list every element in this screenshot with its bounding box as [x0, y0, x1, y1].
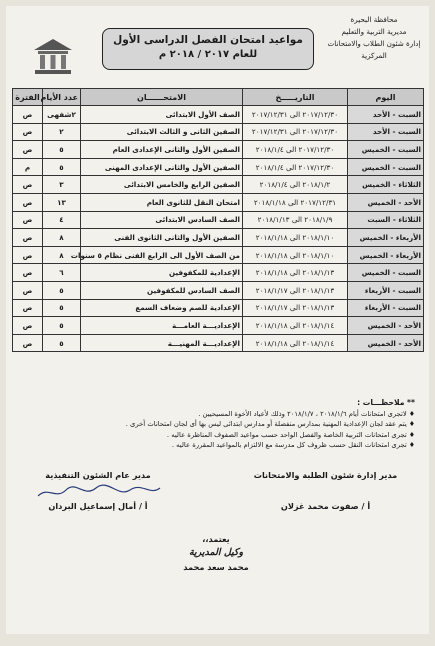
cell-period: ص — [13, 264, 43, 282]
approval-name: محمد سعد محمد — [183, 562, 249, 572]
cell-date: ٢٠١٨/١/١٠ الى ٢٠١٨/١/١٨ — [243, 246, 348, 264]
cell-date: ٢٠١٨/١/٩ الى ٢٠١٨/١/١٣ — [243, 211, 348, 229]
cell-exam: الصف السادس للمكفوفين — [81, 281, 243, 299]
cell-exam: الإعداديـــة المهنيـــة — [81, 334, 243, 352]
notes-section — [16, 398, 415, 451]
notes-title: ** ملاحظـــات : — [357, 398, 415, 407]
cell-days: ١٣ — [43, 193, 81, 211]
cell-exam: الصفين الرابع والخامس الابتدائى — [81, 176, 243, 194]
cell-exam: الصفين الأول والثانى الإعدادى المهنى — [81, 158, 243, 176]
document-header — [12, 14, 423, 84]
header-period: الفترة — [13, 89, 43, 106]
cell-days: ٥ — [43, 158, 81, 176]
cell-period: ص — [13, 106, 43, 124]
page-subtitle: للعام ٢٠١٧ / ٢٠١٨ م — [158, 49, 258, 60]
cell-days: ٨ — [43, 246, 81, 264]
table-row — [13, 176, 424, 194]
cell-day: الأحد - الخميس — [348, 317, 424, 335]
cell-exam: الإعدادية للصم وضعاف السمع — [81, 299, 243, 317]
cell-exam: امتحان النقل للثانوى العام — [81, 193, 243, 211]
cell-period: م — [13, 158, 43, 176]
cell-period: ص — [13, 229, 43, 247]
cell-days: ٥ — [43, 317, 81, 335]
exam-schedule-table — [12, 88, 424, 352]
cell-day: الأربعاء - الخميس — [348, 229, 424, 247]
table-row — [13, 123, 424, 141]
cell-days: ٨ — [43, 229, 81, 247]
signature-name: أ / أمال إسماعيل البردان — [48, 501, 148, 511]
signature-title: مدير عام الشئون التنفيذية — [45, 470, 151, 480]
cell-date: ٢٠١٨/١/١٤ الى ٢٠١٨/١/١٨ — [243, 334, 348, 352]
cell-period: ص — [13, 123, 43, 141]
cell-date: ٢٠١٨/١/٢ الى ٢٠١٨/١/٤ — [243, 176, 348, 194]
authority-block — [325, 14, 423, 62]
exam-schedule-document — [6, 6, 429, 634]
cell-day: السبت - الخميس — [348, 141, 424, 159]
table-row — [13, 334, 424, 352]
cell-exam: الصفين الثانى و الثالث الابتدائى — [81, 123, 243, 141]
authority-line: إدارة شئون الطلاب والامتحانات — [327, 39, 421, 48]
table-row — [13, 317, 424, 335]
cell-date: ٢٠١٨/١/١٤ الى ٢٠١٨/١/١٨ — [243, 317, 348, 335]
note-item: ♦ يتم عقد لجان الإعدادية المهنية بمدارس منفصلة أو مدارس ابتدائى ليس بها أى لجان امتحانات أخرى . — [125, 420, 415, 428]
cell-exam: من الصف الأول الى الرابع الفنى نظام ٥ سنوات — [81, 246, 243, 264]
table-row — [13, 158, 424, 176]
note-item: ♦ تجرى امتحانات النقل حسب ظروف كل مدرسة مع الالتزام بالمواعيد المقررة عاليه . — [171, 441, 415, 449]
cell-period: ص — [13, 141, 43, 159]
table-row — [13, 141, 424, 159]
cell-period: ص — [13, 334, 43, 352]
authority-line: المركزية — [361, 51, 387, 60]
cell-day: الثلاثاء - الخميس — [348, 176, 424, 194]
cell-exam: الصفين الأول والثانى الإعدادى العام — [81, 141, 243, 159]
title-box — [102, 28, 314, 70]
cell-day: الثلاثاء - السبت — [348, 211, 424, 229]
cell-date: ٢٠١٧/١٢/٣٠ الى ٢٠١٨/١/٤ — [243, 141, 348, 159]
table-row — [13, 264, 424, 282]
cell-date: ٢٠١٨/١/١٣ الى ٢٠١٨/١/١٧ — [243, 281, 348, 299]
cell-days: ٣ — [43, 176, 81, 194]
cell-date: ٢٠١٧/١٢/٣٠ الى ٢٠١٧/١٢/٣١ — [243, 123, 348, 141]
cell-period: ص — [13, 176, 43, 194]
cell-exam: الإعدادية للمكفوفين — [81, 264, 243, 282]
table-row — [13, 229, 424, 247]
table-row — [13, 106, 424, 124]
cell-date: ٢٠١٧/١٢/٣٠ الى ٢٠١٨/١/٤ — [243, 158, 348, 176]
page-title: مواعيد امتحان الفصل الدراسى الأول — [113, 34, 303, 46]
approval-label: يعتمد،، — [202, 534, 230, 544]
cell-days: ٦ — [43, 264, 81, 282]
cell-days: ٥ — [43, 299, 81, 317]
cell-period: ص — [13, 211, 43, 229]
approval-position: وكيل المديرية — [188, 547, 244, 558]
signature-title: مدير إدارة شئون الطلبة والامتحانات — [253, 470, 398, 480]
header-days-count: عدد الأيام — [43, 89, 81, 106]
cell-days: ٥ — [43, 334, 81, 352]
note-item: ♦ لاتجرى امتحانات أيام ٢٠١٨/١/٦ ، ٢٠١٨/١/٧ وذلك لأعياد الأخوة المسيحيين . — [198, 409, 415, 418]
authority-line: محافظة البحيرة — [350, 15, 398, 24]
cell-days: ٥ — [43, 281, 81, 299]
cell-period: ص — [13, 193, 43, 211]
cell-exam: الصف السادس الابتدائى — [81, 211, 243, 229]
cell-period: ص — [13, 317, 43, 335]
table-body — [13, 106, 424, 352]
header-exam: الامتحــــــان — [81, 89, 243, 106]
table-row — [13, 211, 424, 229]
cell-days: ٥ — [43, 141, 81, 159]
cell-day: السبت - الخميس — [348, 264, 424, 282]
note-item: ♦ تجرى امتحانات التربية الخاصة والفصل الواحد حسب مواعيد الصفوف المناظرة عاليه . — [166, 430, 415, 439]
header-day: اليوم — [348, 89, 424, 106]
table-row — [13, 281, 424, 299]
cell-day: السبت - الأحد — [348, 123, 424, 141]
cell-days: ٢شفهى — [43, 106, 81, 124]
cell-date: ٢٠١٧/١٢/٣١ الى ٢٠١٨/١/١٨ — [243, 193, 348, 211]
signature-name: أ / صفوت محمد غزلان — [280, 501, 371, 511]
cell-day: الأربعاء - الخميس — [348, 246, 424, 264]
header-date: التاريـــــخ — [243, 89, 348, 106]
table-row — [13, 193, 424, 211]
cell-day: السبت - الأربعاء — [348, 281, 424, 299]
cell-period: ص — [13, 281, 43, 299]
table-row — [13, 246, 424, 264]
cell-day: الأحد - الخميس — [348, 193, 424, 211]
cell-exam: الصف الأول الابتدائى — [81, 106, 243, 124]
cell-exam: الصفين الأول والثانى الثانوى الفنى — [81, 229, 243, 247]
ministry-logo-icon — [30, 36, 76, 76]
cell-days: ٤ — [43, 211, 81, 229]
cell-days: ٢ — [43, 123, 81, 141]
handwritten-signature-icon — [34, 482, 164, 502]
cell-date: ٢٠١٧/١٢/٣٠ الى ٢٠١٧/١٢/٣١ — [243, 106, 348, 124]
cell-day: الأحد - الخميس — [348, 334, 424, 352]
cell-period: ص — [13, 299, 43, 317]
cell-exam: الإعداديـــة العامـــة — [81, 317, 243, 335]
cell-date: ٢٠١٨/١/١٣ الى ٢٠١٨/١/١٧ — [243, 299, 348, 317]
cell-period: ص — [13, 246, 43, 264]
authority-line: مديرية التربية والتعليم — [341, 27, 407, 36]
cell-date: ٢٠١٨/١/١٣ الى ٢٠١٨/١/١٨ — [243, 264, 348, 282]
table-row — [13, 299, 424, 317]
table-header-row — [13, 89, 424, 106]
cell-day: السبت - الأحد — [348, 106, 424, 124]
signature-right — [238, 468, 413, 514]
approval-block — [116, 532, 316, 574]
cell-date: ٢٠١٨/١/١٠ الى ٢٠١٨/١/١٨ — [243, 229, 348, 247]
cell-day: السبت - الأربعاء — [348, 299, 424, 317]
cell-day: السبت - الخميس — [348, 158, 424, 176]
